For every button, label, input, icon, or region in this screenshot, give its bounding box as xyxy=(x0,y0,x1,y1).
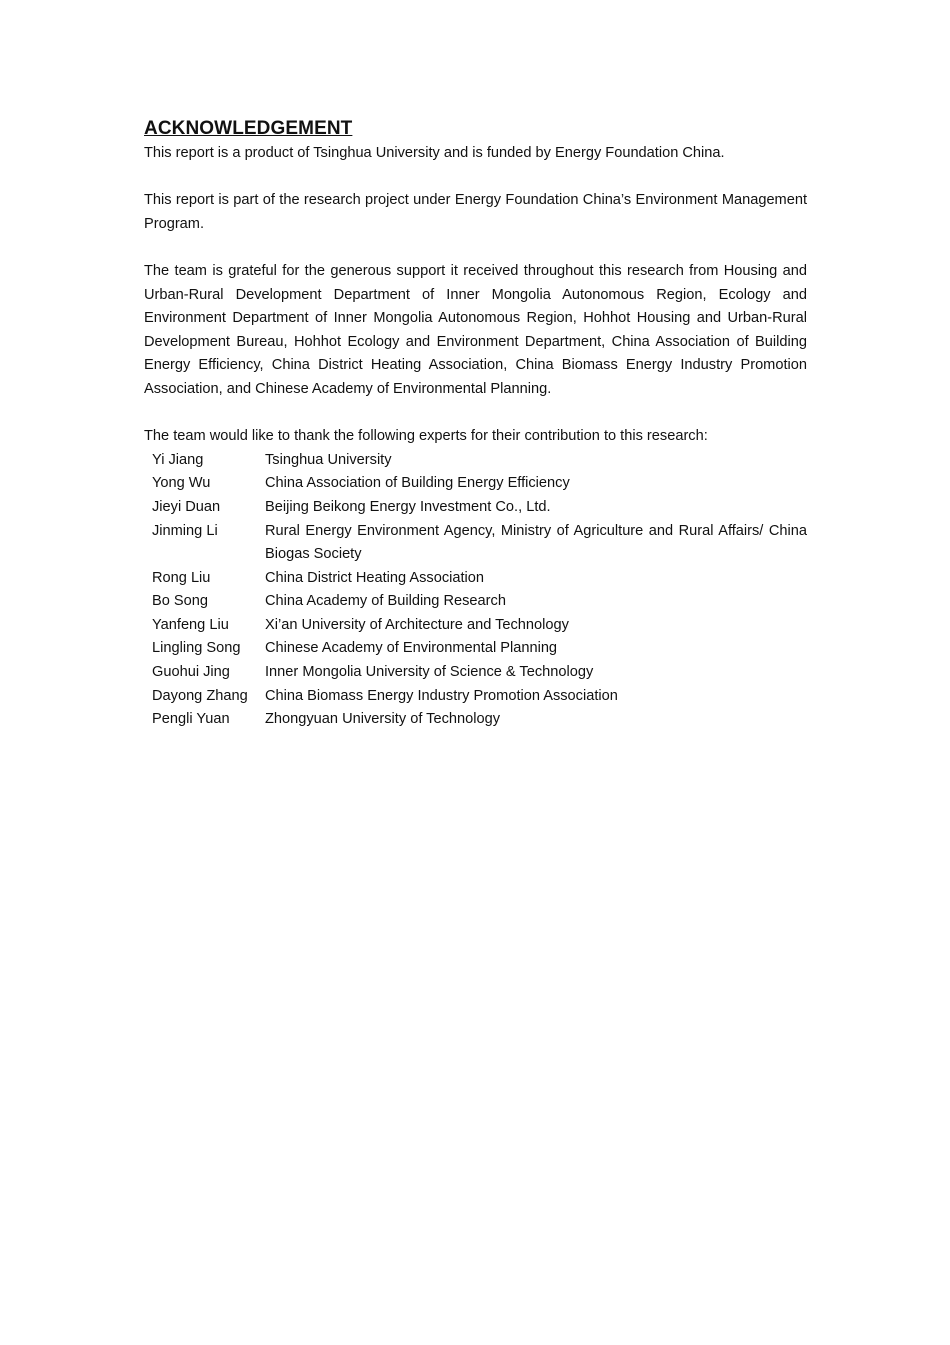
table-row xyxy=(146,661,807,685)
paragraph-support: The team is grateful for the generous support it received throughout this research from Housing and Urban-Rural Development Department of Inner Mongolia Autonomous Region, Ecology and Environment Department of Inner Mongolia Autonomous Region, Hohhot Housing and Urban-Rural Development Bureau, Hohhot Ecology and Environment Department, China Association of Building Energy Efficiency, China District Heating Association, China Biomass Energy Industry Promotion Association, and Chinese Academy of Environmental Planning. xyxy=(144,262,807,397)
table-row xyxy=(146,614,807,638)
table-row xyxy=(146,449,807,473)
expert-organization: China Biomass Energy Industry Promotion Association xyxy=(265,687,618,704)
paragraph-funding: This report is a product of Tsinghua University and is funded by Energy Foundation China. xyxy=(144,145,725,161)
paragraph-experts-intro: The team would like to thank the following experts for their contribution to this research: xyxy=(144,428,708,445)
table-row xyxy=(146,520,807,567)
expert-name: Jieyi Duan xyxy=(152,498,221,515)
paragraph-spacer xyxy=(144,166,807,190)
expert-name: Bo Song xyxy=(152,593,208,610)
expert-organization: Zhongyuan University of Technology xyxy=(265,711,500,728)
table-row xyxy=(146,685,807,709)
expert-name: Jinming Li xyxy=(152,522,218,539)
expert-organization: Rural Energy Environment Agency, Ministry of Agriculture and Rural Affairs/ China Biogas Society xyxy=(265,522,807,563)
expert-organization: China Association of Building Energy Efficiency xyxy=(265,475,570,492)
expert-name: Lingling Song xyxy=(152,640,241,657)
expert-name: Yanfeng Liu xyxy=(152,616,229,633)
expert-organization: China District Heating Association xyxy=(265,569,485,586)
expert-organization: Chinese Academy of Environmental Planning xyxy=(265,640,558,657)
document-page xyxy=(144,116,807,732)
expert-organization: Inner Mongolia University of Science & Technology xyxy=(265,664,594,681)
expert-name: Rong Liu xyxy=(152,569,211,586)
expert-name: Yi Jiang xyxy=(152,451,204,468)
paragraph-spacer xyxy=(144,402,807,426)
table-row xyxy=(146,496,807,520)
expert-name: Yong Wu xyxy=(152,475,211,492)
expert-name: Dayong Zhang xyxy=(152,687,248,704)
page-title: ACKNOWLEDGEMENT xyxy=(144,118,353,139)
expert-organization: Beijing Beikong Energy Investment Co., Ltd. xyxy=(265,498,551,515)
experts-table xyxy=(146,449,807,732)
table-row xyxy=(146,472,807,496)
table-row xyxy=(146,708,807,732)
expert-name: Guohui Jing xyxy=(152,664,230,681)
expert-name: Pengli Yuan xyxy=(152,711,230,728)
table-row xyxy=(146,567,807,591)
expert-organization: China Academy of Building Research xyxy=(265,593,506,610)
expert-organization: Xi’an University of Architecture and Technology xyxy=(265,616,569,633)
paragraph-program: This report is part of the research project under Energy Foundation China’s Environment Management Program. xyxy=(144,192,807,232)
table-row xyxy=(146,590,807,614)
paragraph-spacer xyxy=(144,236,807,260)
table-row xyxy=(146,637,807,661)
expert-organization: Tsinghua University xyxy=(265,451,392,468)
